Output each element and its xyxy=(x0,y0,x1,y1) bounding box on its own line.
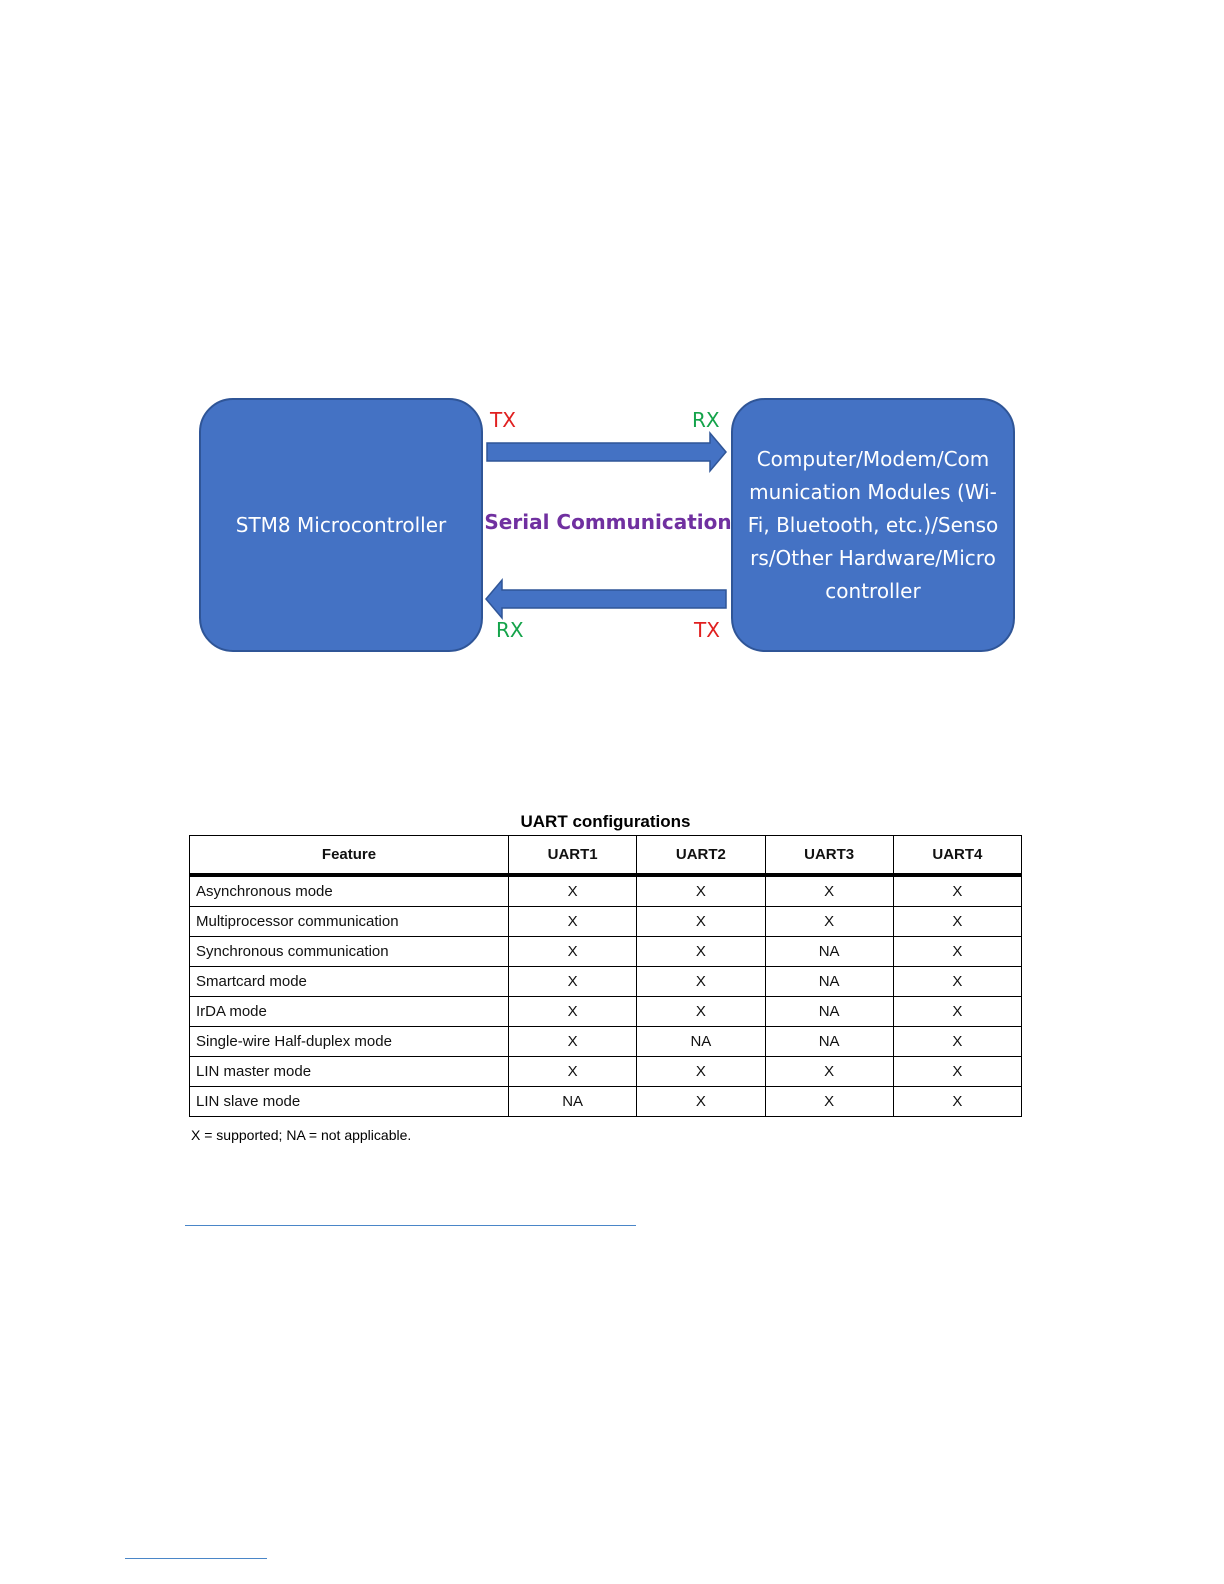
table-footnote: X = supported; NA = not applicable. xyxy=(191,1127,412,1143)
value-cell: X xyxy=(509,997,637,1027)
value-cell: X xyxy=(765,1087,893,1117)
stm8-microcontroller-label: STM8 Microcontroller xyxy=(235,513,447,537)
feature-cell: Single-wire Half-duplex mode xyxy=(190,1027,509,1057)
value-cell: X xyxy=(893,997,1021,1027)
header-cell: Feature xyxy=(190,836,509,876)
value-cell: X xyxy=(509,1027,637,1057)
external-devices-box xyxy=(731,398,1015,652)
value-cell: X xyxy=(893,1087,1021,1117)
value-cell: X xyxy=(893,907,1021,937)
arrow-left xyxy=(486,580,726,618)
table-row xyxy=(190,997,1022,1027)
value-cell: X xyxy=(637,1057,765,1087)
value-cell: NA xyxy=(765,937,893,967)
table-row xyxy=(190,1087,1022,1117)
value-cell: X xyxy=(509,875,637,907)
header-cell: UART1 xyxy=(509,836,637,876)
header-cell: UART4 xyxy=(893,836,1021,876)
value-cell: X xyxy=(637,937,765,967)
table-row xyxy=(190,907,1022,937)
table-row xyxy=(190,1027,1022,1057)
value-cell: X xyxy=(893,875,1021,907)
serial-communication-diagram xyxy=(0,0,1224,700)
feature-cell: Smartcard mode xyxy=(190,967,509,997)
external-devices-label: Computer/Modem/Communication Modules (Wi-Fi, Bluetooth, etc.)/Sensors/Other Hardware/Microcontroller xyxy=(747,446,999,603)
serial-communication-label: Serial Communication xyxy=(484,510,732,534)
tx-label-bottom: TX xyxy=(694,618,720,642)
value-cell: X xyxy=(637,907,765,937)
table-row xyxy=(190,937,1022,967)
value-cell: X xyxy=(509,937,637,967)
table-row xyxy=(190,1057,1022,1087)
uart-configurations-table xyxy=(189,835,1022,1117)
divider-line xyxy=(185,1225,636,1226)
value-cell: X xyxy=(637,875,765,907)
value-cell: X xyxy=(765,875,893,907)
value-cell: X xyxy=(893,1027,1021,1057)
value-cell: X xyxy=(637,1087,765,1117)
table-header-row xyxy=(190,836,1022,876)
value-cell: X xyxy=(637,967,765,997)
header-cell: UART3 xyxy=(765,836,893,876)
value-cell: X xyxy=(509,907,637,937)
table-row xyxy=(190,875,1022,907)
feature-cell: LIN master mode xyxy=(190,1057,509,1087)
table-row xyxy=(190,967,1022,997)
table-caption: UART configurations xyxy=(520,812,691,831)
feature-cell: IrDA mode xyxy=(190,997,509,1027)
feature-cell: Synchronous communication xyxy=(190,937,509,967)
value-cell: NA xyxy=(637,1027,765,1057)
rx-label-top: RX xyxy=(692,408,720,432)
arrow-right xyxy=(487,433,726,471)
value-cell: X xyxy=(893,937,1021,967)
feature-cell: LIN slave mode xyxy=(190,1087,509,1117)
value-cell: X xyxy=(765,907,893,937)
arrows-layer xyxy=(0,0,1224,700)
value-cell: X xyxy=(509,967,637,997)
footnote-separator-line xyxy=(125,1558,267,1559)
tx-label-top: TX xyxy=(490,408,516,432)
value-cell: X xyxy=(893,1057,1021,1087)
header-cell: UART2 xyxy=(637,836,765,876)
value-cell: NA xyxy=(765,1027,893,1057)
value-cell: NA xyxy=(765,967,893,997)
value-cell: NA xyxy=(509,1087,637,1117)
value-cell: X xyxy=(509,1057,637,1087)
rx-label-bottom: RX xyxy=(496,618,524,642)
value-cell: X xyxy=(893,967,1021,997)
feature-cell: Multiprocessor communication xyxy=(190,907,509,937)
value-cell: X xyxy=(765,1057,893,1087)
stm8-microcontroller-box xyxy=(199,398,483,652)
value-cell: NA xyxy=(765,997,893,1027)
value-cell: X xyxy=(637,997,765,1027)
feature-cell: Asynchronous mode xyxy=(190,875,509,907)
